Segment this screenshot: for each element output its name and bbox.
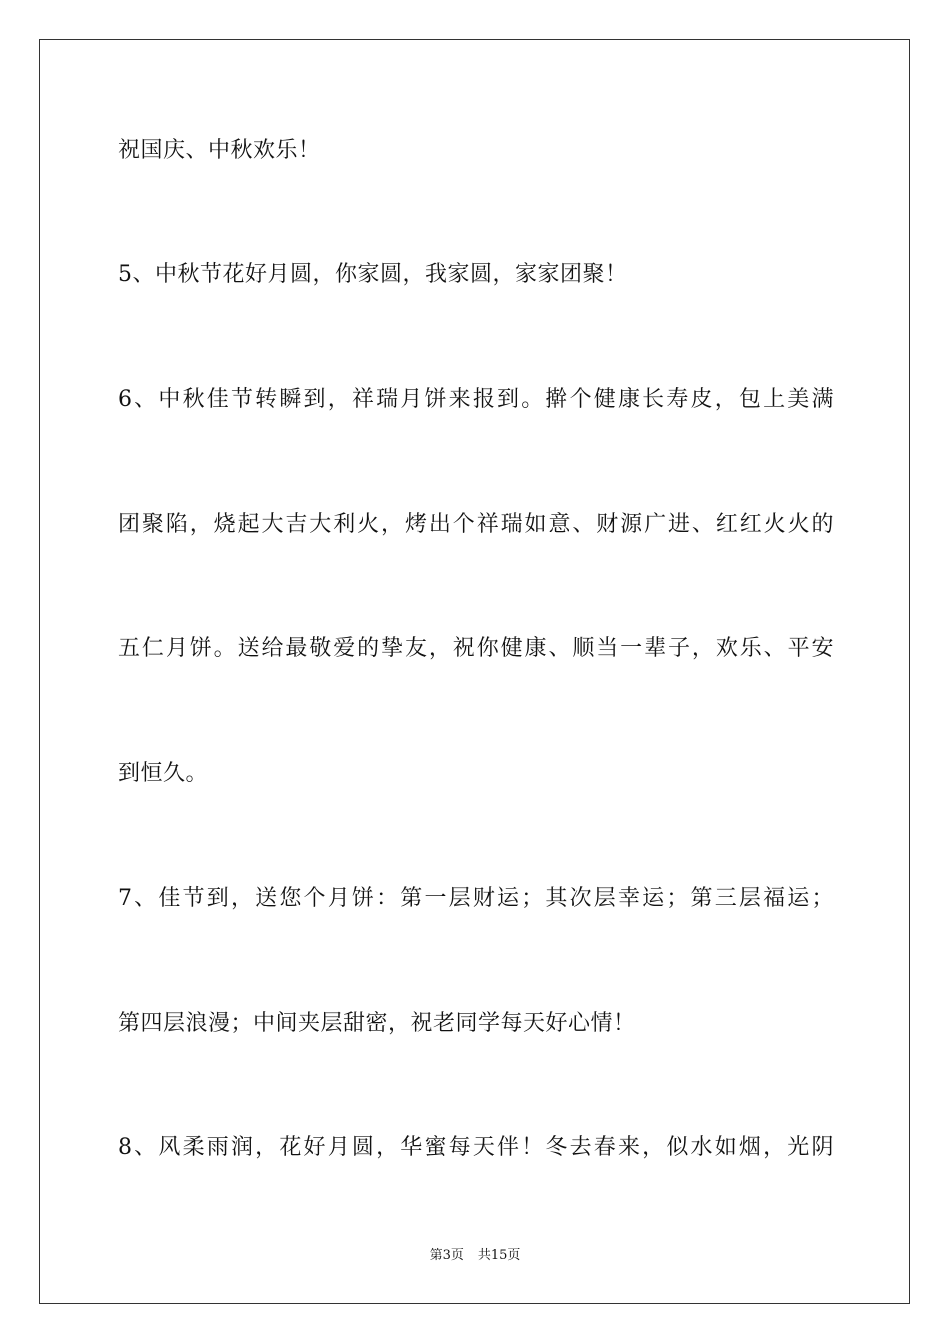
page-number: 第3页 bbox=[429, 1248, 464, 1263]
text-line-7: 7、佳节到，送您个月饼：第一层财运；其次层幸运；第三层福运； bbox=[118, 886, 834, 911]
total-pages: 共15页 bbox=[477, 1248, 521, 1263]
page-footer bbox=[0, 1247, 950, 1265]
page-border bbox=[39, 39, 910, 1304]
text-line-8: 第四层浪漫；中间夹层甜密，祝老同学每天好心情！ bbox=[118, 1011, 636, 1036]
text-line-2: 5、中秋节花好月圆，你家圆，我家圆，家家团聚！ bbox=[118, 262, 628, 287]
text-line-5: 五仁月饼。送给最敬爱的挚友，祝你健康、顺当一辈子，欢乐、平安 bbox=[118, 636, 834, 661]
text-line-4: 团聚陷，烧起大吉大利火，烤出个祥瑞如意、财源广进、红红火火的 bbox=[118, 512, 834, 537]
text-line-9: 8、风柔雨润，花好月圆，华蜜每天伴！冬去春来，似水如烟，光阴 bbox=[118, 1135, 834, 1160]
text-line-3: 6、中秋佳节转瞬到，祥瑞月饼来报到。擀个健康长寿皮，包上美满 bbox=[118, 387, 834, 412]
text-line-1: 祝国庆、中秋欢乐！ bbox=[118, 138, 321, 163]
text-line-6: 到恒久。 bbox=[118, 761, 209, 786]
